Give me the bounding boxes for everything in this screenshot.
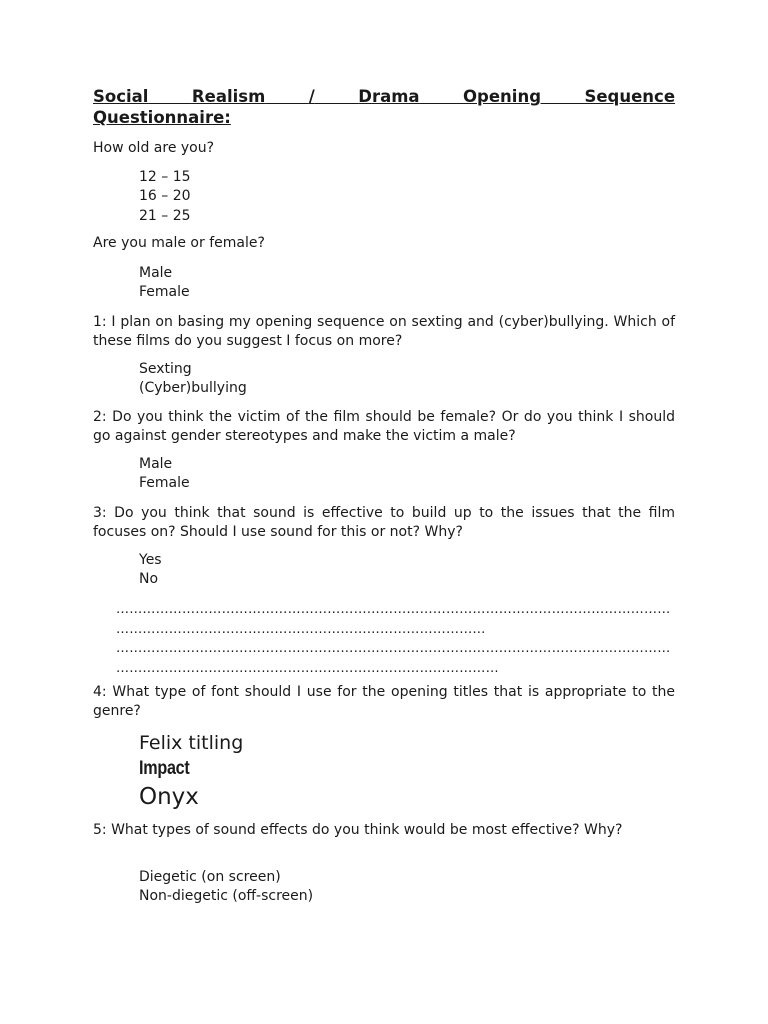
title-line-1 <box>93 86 675 107</box>
age-options <box>139 168 191 226</box>
document-title <box>93 86 675 128</box>
question-3: 3: Do you think that sound is effective to build up to the issues that the film focuses on? Should I use sound for this or not? Why? <box>93 505 675 540</box>
font-option-impact: Impact <box>139 758 190 779</box>
question-3-option: Yes <box>139 552 162 568</box>
title-word: Realism <box>191 87 266 106</box>
question-2-option: Female <box>139 475 190 492</box>
question-3-options <box>139 551 162 590</box>
font-option-onyx: Onyx <box>139 784 199 810</box>
question-2: 2: Do you think the victim of the film should be female? Or do you think I should go against gender stereotypes and make the victim a male? <box>93 409 675 444</box>
question-2-options <box>139 455 190 494</box>
age-option: 12 – 15 <box>139 169 191 185</box>
question-4: 4: What type of font should I use for the opening titles that is appropriate to the genre? <box>93 684 675 719</box>
answer-line: ……………………………………………………………………………………………………………… <box>116 641 671 656</box>
title-word: Sequence <box>584 87 676 106</box>
question-1-option: (Cyber)bullying <box>139 380 247 397</box>
answer-lines <box>116 600 675 678</box>
gender-question: Are you male or female? <box>93 235 265 251</box>
gender-options <box>139 264 190 303</box>
age-option: 16 – 20 <box>139 188 191 205</box>
question-1-option: Sexting <box>139 361 192 377</box>
answer-line: ………………………………………………………………………… <box>116 621 486 637</box>
age-question: How old are you? <box>93 140 215 156</box>
question-2-option: Male <box>139 456 173 472</box>
question-1-options <box>139 360 247 399</box>
title-word: / <box>308 87 315 106</box>
question-5: 5: What types of sound effects do you think would be most effective? Why? <box>93 822 623 838</box>
title-line-2: Questionnaire: <box>93 108 231 127</box>
answer-line: …………………………………………………………………………… <box>116 660 499 676</box>
answer-line: ……………………………………………………………………………………………………………… <box>116 602 671 617</box>
question-5-option: Non-diegetic (off-screen) <box>139 888 314 905</box>
question-5-option: Diegetic (on screen) <box>139 869 281 885</box>
question-5-options <box>139 868 313 907</box>
age-option: 21 – 25 <box>139 207 191 224</box>
title-word: Opening <box>463 87 542 106</box>
title-word: Drama <box>358 87 420 106</box>
font-option-felix: Felix titling <box>139 732 244 754</box>
gender-option: Male <box>139 265 173 281</box>
gender-option: Female <box>139 284 190 301</box>
question-1: 1: I plan on basing my opening sequence on sexting and (cyber)bullying. Which of these films do you suggest I focus on more? <box>93 314 675 349</box>
title-word: Social <box>93 87 149 106</box>
font-options <box>139 730 243 812</box>
question-3-option: No <box>139 571 159 588</box>
